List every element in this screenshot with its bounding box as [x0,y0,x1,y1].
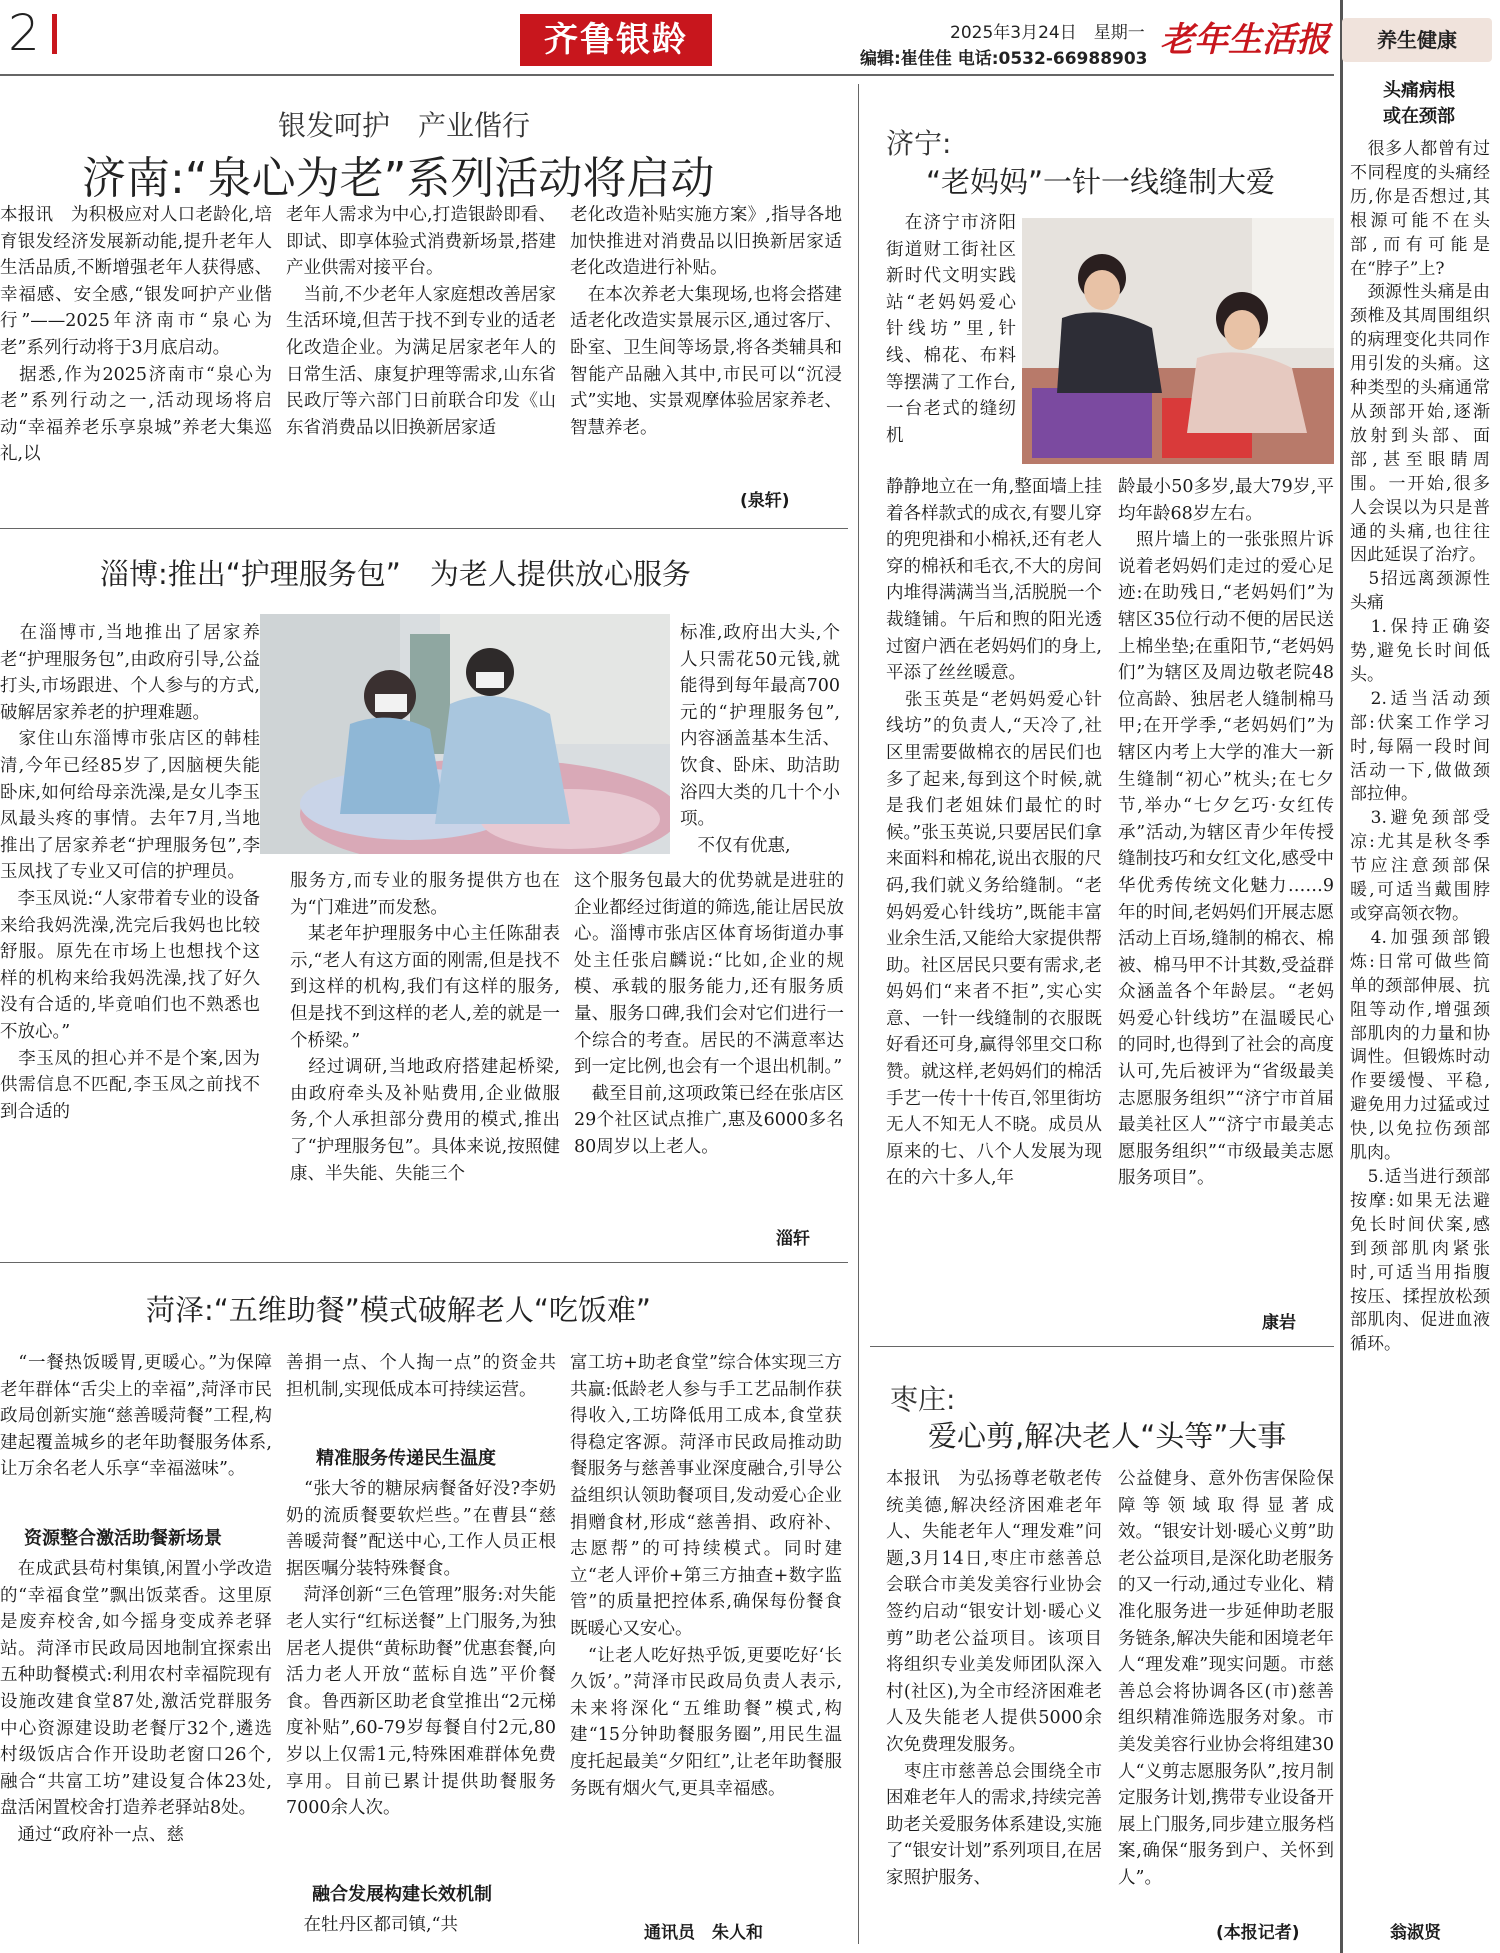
zibo-col-3a: 标准,政府出大头,个人只需花50元钱,就能得到每年最高700元的“护理服务包”,内容涵盖基本生活、饮食、卧床、助洁助浴四大类的几十个小项。 不仅有优惠, [680,623,840,856]
jinan-col-2: 老年人需求为中心,打造银龄即看、即试、即享体验式消费新场景,搭建产业供需对接平台。 当前,不少老年人家庭想改善居家生活环境,但苦于找不到专业的适老化改造企业。为满足居家老年人的日常生活、康复护理等需求,山东省民政厅等六部门日前联合印发《山东省消费品以旧换新居家适 [286,205,556,438]
heze-subhead-3: 融合发展构建长效机制 [312,1884,492,1905]
sidebar-text: 很多人都曾有过不同程度的头痛经历,你是否想过,其根源可能不在头部,而有可能是在“脖子”上? 颈源性头痛是由颈椎及其周围组织的病理变化共同作用引发的头痛。这种类型的头痛通常从颈部开始,逐渐放射到头部、面部,甚至眼睛周围。一开始,很多人会误以为只是普通的头痛,也往往因此延误了治疗。 5招远离颈源性头痛 1.保持正确姿势,避免长时间低头。 2.适当活动颈部:伏案工作学习时,每隔一段时间活动一下,做做颈部拉伸。 3.避免颈部受凉:尤其是秋冬季节应注意颈部保暖,可适当戴围脖或穿高领衣物。 4.加强颈部锻炼:日常可做些简单的颈部伸展、抗阻等动作,增强颈部肌肉的力量和协调性。但锻炼时动作要缓慢、平稳,避免用力过猛或过快,以免拉伤颈部肌肉。 5.适当进行颈部按摩:如果无法避免长时间伏案,感到颈部肌肉紧张时,可适当用指腹按压、揉捏放松颈部肌肉、促进血液循环。 [1350,139,1490,1355]
jinan-kicker: 银发呵护 产业偕行 [278,109,531,142]
page-number-bar [52,14,57,54]
zaozhuang-author: (本报记者) [1216,1923,1300,1943]
column-rule [858,84,859,1944]
heze-author: 通讯员 朱人和 [644,1923,763,1943]
jinan-title: 济南:“泉心为老”系列活动将启动 [82,153,715,204]
heze-title: 菏泽:“五维助餐”模式破解老人“吃饭难” [146,1293,651,1327]
jining-title: “老妈妈”一针一线缝制大爱 [926,165,1276,199]
jinan-col-1: 本报讯 为积极应对人口老龄化,培育银发经济发展新动能,提升老年人生活品质,不断增强老年人获得感、幸福感、安全感,“银发呵护产业偕行”——2025年济南市“泉心为老”系列行动将于3月底启动。 据悉,作为2025济南市“泉心为老”系列行动之一,活动现场将启动“幸福养老乐享泉城”养老大集巡礼,以 [0,205,272,465]
zaozhuang-col-1: 本报讯 为弘扬尊老敬老传统美德,解决经济困难老年人、失能老年人“理发难”问题,3月14日,枣庄市慈善总会联合市美发美容行业协会签约启动“银安计划·暖心义剪”助老公益项目。该项目将组织专业美发师团队深入村(社区),为全市经济困难老人及失能老人提供5000余次免费理发服务。 枣庄市慈善总会围绕全市困难老年人的需求,持续完善助老关爱服务体系建设,实施了“银安计划”系列项目,在居家照护服务、 [886,1469,1102,1888]
jining-kicker: 济宁: [886,127,952,160]
jining-col-1a: 在济宁市济阳街道财工街社区新时代文明实践站“老妈妈爱心针线坊”里,针线、棉花、布料等摆满了工作台,一台老式的缝纫机 [886,213,1016,446]
header-rule [0,74,1334,76]
heze-col-2a: 善捐一点、个人掏一点”的资金共担机制,实现低成本可持续运营。 [286,1353,556,1400]
divider [0,1262,848,1263]
issue-date: 2025年3月24日 星期一 [950,23,1145,43]
zibo-col-3b: 这个服务包最大的优势就是进驻的企业都经过街道的筛选,能让居民放心。淄博市张店区体育场街道办事处主任张启麟说:“比如,企业的规模、承载的服务能力,还有服务质量、服务口碑,我们会对它们进行一个综合的考查。居民的不满意率达到一定比例,也会有一个退出机制。” 截至目前,这项政策已经在张店区29个社区试点推广,惠及6000多名80周岁以上老人。 [574,871,844,1157]
jining-author: 康岩 [1262,1313,1296,1333]
zaozhuang-col-2: 公益健身、意外伤害保险保障等领域取得显著成效。“银安计划·暖心义剪”助老公益项目,是深化助老服务的又一行动,通过专业化、精准化服务进一步延伸助老服务链条,解决失能和困境老年人“理发难”现实问题。市慈善总会将协调各区(市)慈善组织精准筛选服务对象。市美发美容行业协会将组建30人“义剪志愿服务队”,按月制定服务计划,携带专业设备开展上门服务,同步建立服务档案,确保“服务到户、关怀到人”。 [1118,1469,1334,1888]
nursing-photo [260,614,670,854]
zaozhuang-title: 爱心剪,解决老人“头等”大事 [928,1419,1287,1453]
zibo-author: 淄轩 [776,1229,810,1249]
zibo-col-1: 在淄博市,当地推出了居家养老“护理服务包”,由政府引导,公益打头,市场跟进、个人参与的方式,破解居家养老的护理难题。 家住山东淄博市张店区的韩桂清,今年已经85岁了,因脑梗失能卧床,如何给母亲洗澡,是女儿李玉凤最头疼的事情。去年7月,当地推出了居家养老“护理服务包”,李玉凤找了专业又可信的护理员。 李玉凤说:“人家带着专业的设备来给我妈洗澡,洗完后我妈也比较舒服。原先在市场上也想找个这样的机构来给我妈洗澡,找了好久没有合适的,毕竟咱们也不熟悉也不放心。” 李玉凤的担心并不是个案,因为供需信息不匹配,李玉凤之前找不到合适的 [0,623,260,1122]
heze-col-1: 在成武县苟村集镇,闲置小学改造的“幸福食堂”飘出饭菜香。这里原是废弃校舍,如今摇身变成养老驿站。菏泽市民政局因地制宜探索出五种助餐模式:利用农村幸福院现有设施改建食堂87处,激活党群服务中心资源建设助老餐厅32个,遴选村级饭店合作开设助老窗口26个,融合“共富工坊”建设复合体23处,盘活闲置校舍打造养老驿站8处。 通过“政府补一点、慈 [0,1559,272,1845]
editor-line: 编辑:崔佳佳 电话:0532-66988903 [860,49,1148,69]
section-banner: 齐鲁银龄 [520,14,712,66]
heze-subhead-1: 资源整合激活助餐新场景 [24,1528,222,1549]
sidebar-author: 翁淑贤 [1390,1923,1441,1943]
heze-col-3: 富工坊+助老食堂”综合体实现三方共赢:低龄老人参与手工艺品制作获得收入,工坊降低用工成本,食堂获得稳定客源。菏泽市民政局推动助餐服务与慈善事业深度融合,引导公益组织认领助餐项目,发动爱心企业捐赠食材,形成“慈善捐、政府补、志愿帮”的可持续模式。同时建立“老人评价+第三方抽查+数字监管”的质量把控体系,确保每份餐食既暖心又安心。 “让老人吃好热乎饭,更要吃好‘长久饭’。”菏泽市民政局负责人表示,未来将深化“五维助餐”模式,构建“15分钟助餐服务圈”,用民生温度托起最美“夕阳红”,让老年助餐服务既有烟火气,更具幸福感。 [570,1353,842,1799]
sidebar-title: 头痛病根 或在颈部 [1383,80,1455,127]
heze-col-2b: “张大爷的糖尿病餐备好没?李奶奶的流质餐要软烂些。”在曹县“慈善暖菏餐”配送中心,工作人员正根据医嘱分装特殊餐食。 菏泽创新“三色管理”服务:对失能老人实行“红标送餐”上门服务,为独居老人提供“黄标助餐”优惠套餐,向活力老人开放“蓝标自选”平价餐食。鲁西新区助老食堂推出“2元梯度补贴”,60-79岁每餐自付2元,80岁以上仅需1元,特殊困难群体免费享用。目前已累计提供助餐服务7000余人次。 [286,1479,556,1819]
jining-col-1b: 静静地立在一角,整面墙上挂着各样款式的成衣,有婴儿穿的兜兜褂和小棉袄,还有老人穿的棉袄和毛衣,不大的房间内堆得满满当当,活脱脱一个裁缝铺。午后和煦的阳光透过窗户洒在老妈妈们的身上,平添了丝丝暖意。 张玉英是“老妈妈爱心针线坊”的负责人,“天冷了,社区里需要做棉衣的居民们也多了起来,每到这个时候,就是我们老姐妹们最忙的时候。”张玉英说,只要居民们拿来面料和棉花,说出衣服的尺码,我们就义务给缝制。“老妈妈爱心针线坊”,既能丰富业余生活,又能给大家提供帮助。社区居民只要有需求,老妈妈们“来者不拒”,实心实意、一针一线缝制的衣服既好看还可身,赢得邻里交口称赞。就这样,老妈妈们的棉活手艺一传十十传百,邻里街坊无人不知无人不晓。成员从原来的七、八个人发展为现在的六十多人,年 [886,477,1102,1189]
sidebar-tag: 养生健康 [1342,18,1492,62]
divider [870,1346,1334,1347]
jinan-author: (泉轩) [740,491,790,511]
sewing-photo [1022,218,1334,464]
newspaper-logo: 老年生活报 [1160,20,1330,60]
heze-subhead-2: 精准服务传递民生温度 [316,1448,496,1469]
zibo-title: 淄博:推出“护理服务包” 为老人提供放心服务 [100,557,691,591]
jining-col-2: 龄最小50多岁,最大79岁,平均年龄68岁左右。 照片墙上的一张张照片诉说着老妈妈们走过的爱心足迹:在助残日,“老妈妈们”为辖区35位行动不便的居民送上棉坐垫;在重阳节,“老妈妈们”为辖区及周边敬老院48位高龄、独居老人缝制棉马甲;在开学季,“老妈妈们”为辖区内考上大学的准大一新生缝制“初心”枕头;在七夕节,举办“七夕乞巧·女红传承”活动,为辖区青少年传授缝制技巧和女红文化,感受中华优秀传统文化魅力……9年的时间,老妈妈们开展志愿活动上百场,缝制的棉衣、棉被、棉马甲不计其数,受益群众涵盖各个年龄层。“老妈妈爱心针线坊”在温暖民心的同时,也得到了社会的高度认可,先后被评为“省级最美志愿服务组织”“济宁市首届最美社区人”“济宁市最美志愿服务组织”“市级最美志愿服务项目”。 [1118,477,1334,1189]
heze-intro: “一餐热饭暖胃,更暖心。”为保障老年群体“舌尖上的幸福”,菏泽市民政局创新实施“慈善暖菏餐”工程,构建起覆盖城乡的老年助餐服务体系,让万余名老人乐享“幸福滋味”。 [0,1353,272,1480]
zibo-col-2: 服务方,而专业的服务提供方也在为“门难进”而发愁。 某老年护理服务中心主任陈甜表示,“老人有这方面的刚需,但是找不到这样的机构,我们有这样的服务,但是找不到这样的老人,差的就是一个桥梁。” 经过调研,当地政府搭建起桥梁,由政府牵头及补贴费用,企业做服务,个人承担部分费用的模式,推出了“护理服务包”。具体来说,按照健康、半失能、失能三个 [290,871,560,1184]
sidebar-rule [1340,0,1343,1953]
divider [0,528,848,529]
zaozhuang-kicker: 枣庄: [890,1383,956,1416]
jinan-col-3: 老化改造补贴实施方案》,指导各地加快推进对消费品以旧换新居家适老化改造进行补贴。 在本次养老大集现场,也将会搭建适老化改造实景展示区,通过客厅、卧室、卫生间等场景,将各类辅具和智能产品融入其中,市民可以“沉浸式”实地、实景观摩体验居家养老、智慧养老。 [570,205,842,438]
page-number: 2 [8,4,40,62]
heze-col-2c: 在牡丹区都司镇,“共 [286,1915,459,1935]
